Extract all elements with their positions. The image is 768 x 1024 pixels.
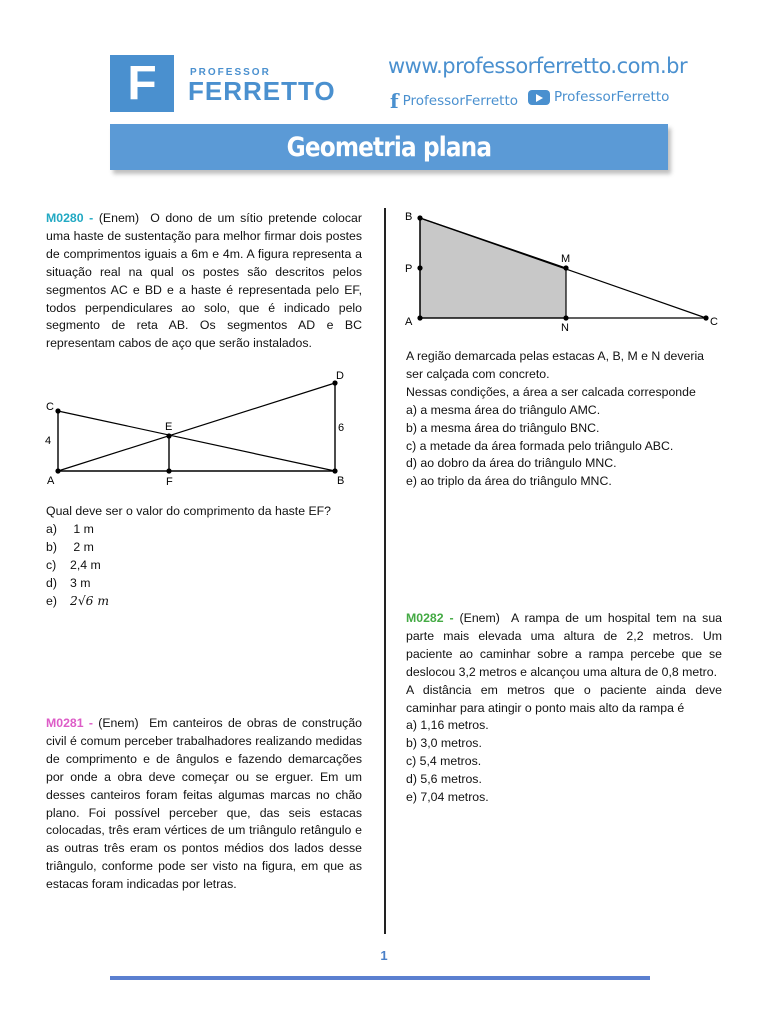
option-b[interactable]: b) 2 m <box>46 539 94 554</box>
option-a[interactable]: a) a mesma área do triângulo AMC. <box>406 402 601 417</box>
option-e[interactable]: e) 7,04 metros. <box>406 790 489 805</box>
question-text-2: A distância em metros que o paciente ainda deve caminhar para atingir o ponto mais alto da rampa é <box>406 682 722 715</box>
option-c[interactable]: c) 5,4 metros. <box>406 754 482 769</box>
column-divider <box>384 208 386 934</box>
label-n: N <box>561 322 569 334</box>
logo <box>110 55 174 112</box>
option-d[interactable]: d) 5,6 metros. <box>406 772 482 787</box>
brand-subtitle: PROFESSOR <box>190 67 271 78</box>
measure-ac: 4 <box>45 435 52 447</box>
label-f: F <box>166 476 173 488</box>
question-source: (Enem) <box>459 611 500 625</box>
option-e[interactable]: e) 2√6 m <box>46 593 110 608</box>
option-c[interactable]: c) 2,4 m <box>46 557 101 572</box>
question-m0280 <box>46 210 362 353</box>
page-title: Geometria plana <box>286 131 492 163</box>
question-code: M0281 <box>46 716 84 730</box>
options-list <box>406 717 722 807</box>
label-e: E <box>165 421 173 433</box>
question-text: Em canteiros de obras de construção civil é comum perceber trabalhadores realizando medidas de comprimento e de ângulos e fazendo demarcações por onde a obra deve começar ou se erguer. Em um desses canteiros foram feitas algumas marcas no chão plano. Foi possível perceber que, das seis estacas colocadas, três eram vértices de um triângulo retângulo e as outras três eram os pontos médios dos lados desse triângulo, conforme pode ser visto na figura, em que as estacas foram indicadas por letras. <box>46 716 362 892</box>
question-text: Qual deve ser o valor do comprimento da haste EF? <box>46 504 332 518</box>
question-m0282-statement: M0282 - (Enem) A rampa de um hospital tem na sua parte mais elevada uma altura de 2,2 metros. Um paciente ao caminhar sobre a rampa percebe que se deslocou 3,2 metros e alcançou uma altura de 0,8 metro. <box>406 611 722 679</box>
label-c: C <box>46 401 54 413</box>
options-list <box>406 402 722 492</box>
question-text: A rampa de um hospital tem na sua parte mais elevada uma altura de 2,2 metros. Um paciente ao caminhar sobre a rampa percebe que se deslocou 3,2 metros e alcançou uma altura de 0,8 metro. <box>406 611 722 679</box>
option-a[interactable]: a) 1 m <box>46 521 94 536</box>
option-e[interactable]: e) ao triplo da área do triângulo MNC. <box>406 474 612 489</box>
question-m0281 <box>46 715 362 894</box>
question-code: M0282 <box>406 611 444 625</box>
question-text-3: Nessas condições, a área a ser calcada corresponde <box>406 384 696 399</box>
label-p: P <box>405 263 413 275</box>
option-b[interactable]: b) a mesma área do triângulo BNC. <box>406 420 600 435</box>
page-number: 1 <box>380 948 388 963</box>
label-a: A <box>405 316 413 328</box>
options-list <box>46 521 362 611</box>
question-text-2: A região demarcada pelas estacas A, B, M e N deveria ser calçada com concreto. <box>406 349 705 381</box>
youtube-link[interactable] <box>528 89 669 105</box>
question-m0280-statement: M0280 - (Enem) O dono de um sítio pretende colocar uma haste de sustentação para melhor firmar dois postes de comprimentos iguais a 6m e 4m. A figura representa a situação real na qual os postes são descritos pelos segmentos AC e BD e a haste é representada pelo EF, todos perpendiculares ao solo, que é indicado pelo segmento de reta AB. Os segmentos AD e BC representam cabos de aço que serão instalados. <box>46 211 362 351</box>
brand-name: FERRETTO <box>188 76 336 106</box>
label-a: A <box>47 475 55 487</box>
youtube-icon <box>528 90 550 105</box>
label-m: M <box>561 253 571 265</box>
facebook-handle: ProfessorFerretto <box>402 93 519 109</box>
label-c: C <box>710 316 718 328</box>
title-banner <box>110 124 668 170</box>
website-link[interactable]: www.professorferretto.com.br <box>388 54 688 78</box>
label-d: D <box>336 370 344 382</box>
option-b[interactable]: b) 3,0 metros. <box>406 736 482 751</box>
option-d[interactable]: d) ao dobro da área do triângulo MNC. <box>406 456 617 471</box>
figure-m0280 <box>40 368 360 490</box>
youtube-handle: ProfessorFerretto <box>554 89 670 105</box>
facebook-icon: f <box>390 89 399 113</box>
measure-bd: 6 <box>338 422 345 434</box>
question-m0282 <box>406 610 722 807</box>
question-text: O dono de um sítio pretende colocar uma haste de sustentação para melhor firmar dois postes de comprimentos iguais a 6m e 4m. A figura representa a situação real na qual os postes são descritos pelos segmentos AC e BD e a haste é representada pelo EF, todos perpendiculares ao solo, que é indicado pelo segmento de reta AB. Os segmentos AD e BC representam cabos de aço que serão instalados. <box>46 211 362 351</box>
question-m0280-prompt <box>46 503 362 610</box>
logo-letter: F <box>127 56 157 110</box>
option-d[interactable]: d) 3 m <box>46 575 91 590</box>
label-b: B <box>337 475 345 487</box>
footer-divider <box>110 976 650 980</box>
question-source: (Enem) <box>98 716 139 730</box>
question-code: M0280 <box>46 211 84 225</box>
question-m0281-continuation <box>406 348 722 491</box>
question-m0281-statement: M0281 - (Enem) Em canteiros de obras de construção civil é comum perceber trabalhadores realizando medidas de comprimento e de ângulos e fazendo demarcações por onde a obra deve começar ou se erguer. Em um desses canteiros foram feitas algumas marcas no chão plano. Foi possível perceber que, das seis estacas colocadas, três eram vértices de um triângulo retângulo e as outras três eram os pontos médios dos lados desse triângulo, conforme pode ser visto na figura, em que as estacas foram indicadas por letras. <box>46 716 362 892</box>
figure-m0281 <box>400 208 722 334</box>
label-b: B <box>405 211 413 223</box>
option-a[interactable]: a) 1,16 metros. <box>406 718 489 733</box>
facebook-link[interactable] <box>390 89 518 113</box>
option-c[interactable]: c) a metade da área formada pelo triângulo ABC. <box>406 438 674 453</box>
question-source: (Enem) <box>98 211 140 225</box>
